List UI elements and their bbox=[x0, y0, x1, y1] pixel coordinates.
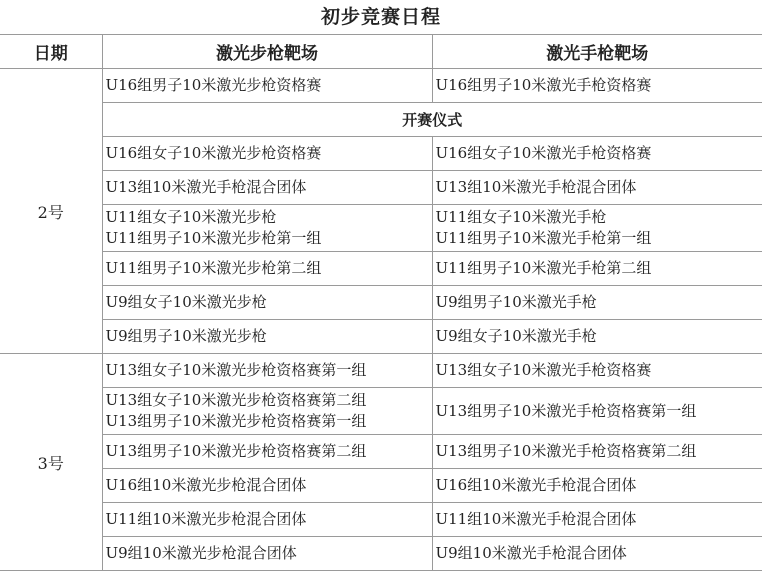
pistol-cell bbox=[432, 286, 762, 320]
event-text: U16组男子10米激光手枪资格赛 bbox=[436, 75, 762, 96]
pistol-cell bbox=[432, 137, 762, 171]
rifle-cell bbox=[102, 503, 432, 537]
event-text: U9组男子10米激光步枪 bbox=[106, 326, 432, 347]
event-text: U11组男子10米激光手枪第二组 bbox=[436, 258, 762, 279]
event-text: U13组10米激光手枪混合团体 bbox=[106, 177, 432, 198]
schedule-title: 初步竞赛日程 bbox=[0, 0, 762, 34]
pistol-cell bbox=[432, 320, 762, 354]
pistol-cell bbox=[432, 205, 762, 252]
header-date: 日期 bbox=[0, 35, 102, 69]
header-pistol-range: 激光手枪靶场 bbox=[432, 35, 762, 69]
event-text: U11组10米激光步枪混合团体 bbox=[106, 509, 432, 530]
event-text: U11组男子10米激光步枪第二组 bbox=[106, 258, 432, 279]
table-row bbox=[0, 469, 762, 503]
table-row bbox=[0, 388, 762, 435]
table-row bbox=[0, 286, 762, 320]
event-text: U11组10米激光手枪混合团体 bbox=[436, 509, 762, 530]
rifle-cell bbox=[102, 205, 432, 252]
event-text: U13组男子10米激光手枪资格赛第一组 bbox=[436, 401, 762, 422]
event-text: U13组10米激光手枪混合团体 bbox=[436, 177, 762, 198]
opening-ceremony-cell: 开赛仪式 bbox=[102, 103, 762, 137]
pistol-cell bbox=[432, 354, 762, 388]
event-text: U16组10米激光手枪混合团体 bbox=[436, 475, 762, 496]
table-row bbox=[0, 137, 762, 171]
pistol-cell bbox=[432, 388, 762, 435]
event-text: U13组女子10米激光步枪资格赛第二组 bbox=[106, 390, 432, 411]
pistol-cell bbox=[432, 469, 762, 503]
pistol-cell bbox=[432, 503, 762, 537]
table-row bbox=[0, 503, 762, 537]
pistol-cell bbox=[432, 171, 762, 205]
schedule-table bbox=[0, 34, 762, 571]
rifle-cell bbox=[102, 537, 432, 571]
event-text: U9组女子10米激光步枪 bbox=[106, 292, 432, 313]
event-text: U11组女子10米激光手枪 bbox=[436, 207, 762, 228]
header-rifle-range: 激光步枪靶场 bbox=[102, 35, 432, 69]
pistol-cell bbox=[432, 537, 762, 571]
table-row bbox=[0, 435, 762, 469]
event-text: U9组10米激光步枪混合团体 bbox=[106, 543, 432, 564]
event-text: U13组男子10米激光手枪资格赛第二组 bbox=[436, 441, 762, 462]
event-text: U11组男子10米激光手枪第一组 bbox=[436, 228, 762, 249]
rifle-cell bbox=[102, 354, 432, 388]
pistol-cell bbox=[432, 69, 762, 103]
table-row bbox=[0, 252, 762, 286]
pistol-cell bbox=[432, 435, 762, 469]
table-row bbox=[0, 69, 762, 103]
event-text: U9组男子10米激光手枪 bbox=[436, 292, 762, 313]
rifle-cell bbox=[102, 137, 432, 171]
date-cell-day3: 3号 bbox=[0, 354, 102, 571]
rifle-cell bbox=[102, 435, 432, 469]
event-text: U13组女子10米激光手枪资格赛 bbox=[436, 360, 762, 381]
rifle-cell bbox=[102, 388, 432, 435]
table-row bbox=[0, 537, 762, 571]
rifle-cell bbox=[102, 252, 432, 286]
table-row bbox=[0, 171, 762, 205]
rifle-cell bbox=[102, 286, 432, 320]
table-row bbox=[0, 320, 762, 354]
event-text: U9组10米激光手枪混合团体 bbox=[436, 543, 762, 564]
event-text: U9组女子10米激光手枪 bbox=[436, 326, 762, 347]
event-text: U16组男子10米激光步枪资格赛 bbox=[106, 75, 432, 96]
header-row bbox=[0, 35, 762, 69]
rifle-cell bbox=[102, 320, 432, 354]
rifle-cell bbox=[102, 171, 432, 205]
event-text: U13组男子10米激光步枪资格赛第一组 bbox=[106, 411, 432, 432]
table-row bbox=[0, 205, 762, 252]
event-text: U16组女子10米激光手枪资格赛 bbox=[436, 143, 762, 164]
event-text: U13组女子10米激光步枪资格赛第一组 bbox=[106, 360, 432, 381]
rifle-cell bbox=[102, 69, 432, 103]
rifle-cell bbox=[102, 469, 432, 503]
table-row bbox=[0, 354, 762, 388]
event-text: U11组女子10米激光步枪 bbox=[106, 207, 432, 228]
date-cell-day2: 2号 bbox=[0, 69, 102, 354]
event-text: U11组男子10米激光步枪第一组 bbox=[106, 228, 432, 249]
table-row bbox=[0, 103, 762, 137]
event-text: U16组女子10米激光步枪资格赛 bbox=[106, 143, 432, 164]
event-text: U16组10米激光步枪混合团体 bbox=[106, 475, 432, 496]
pistol-cell bbox=[432, 252, 762, 286]
event-text: U13组男子10米激光步枪资格赛第二组 bbox=[106, 441, 432, 462]
